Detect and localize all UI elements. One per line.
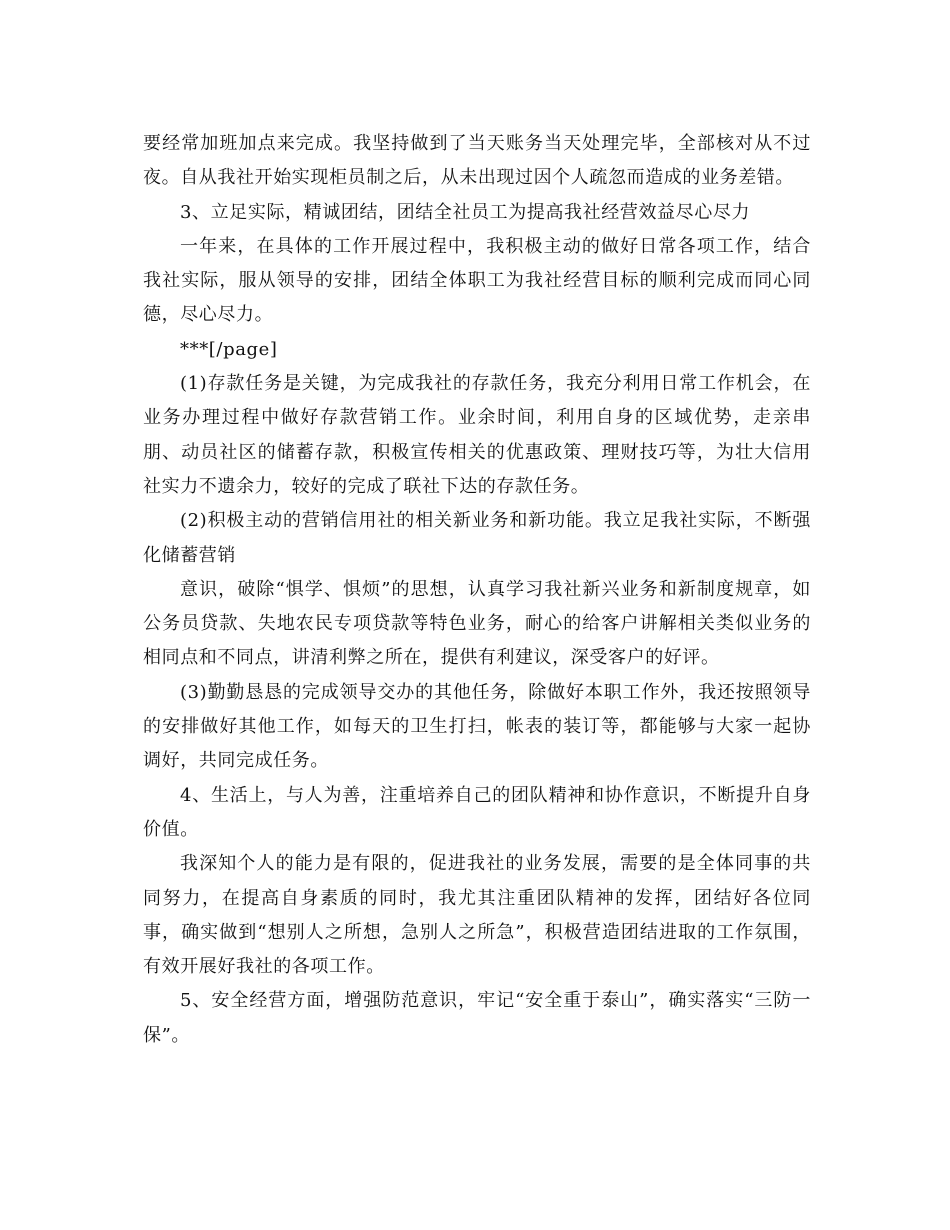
paragraph: 我深知个人的能力是有限的，促进我社的业务发展，需要的是全体同事的共同努力，在提高自身素质的同时，我尤其注重团队精神的发挥，团结好各位同事，确实做到“想别人之所想，急别人之所急”，积极营造团结进取的工作氛围，有效开展好我社的各项工作。	[143, 853, 811, 978]
paragraph-item-3: (3)勤勤恳恳的完成领导交办的其他任务，除做好本职工作外，我还按照领导的安排做好其他工作，如每天的卫生打扫，帐表的装订等，都能够与大家一起协调好，共同完成任务。	[143, 681, 811, 772]
paragraph-heading-5: 5、安全经营方面，增强防范意识，牢记“安全重于泰山”，确实落实“三防一保”。	[143, 990, 811, 1046]
paragraph-continuation: 要经常加班加点来完成。我坚持做到了当天账务当天处理完毕，全部核对从不过夜。自从我社开始实现柜员制之后，从未出现过因个人疏忽而造成的业务差错。	[143, 133, 811, 189]
document-body	[143, 127, 811, 1053]
page-marker: ***[/page]	[180, 338, 278, 360]
paragraph: 意识，破除“惧学、惧烦”的思想，认真学习我社新兴业务和新制度规章，如公务员贷款、失地农民专项贷款等特色业务，耐心的给客户讲解相关类似业务的相同点和不同点，讲清利弊之所在，提供有利建议，深受客户的好评。	[143, 578, 811, 669]
paragraph-heading-4: 4、生活上，与人为善，注重培养自己的团队精神和协作意识，不断提升自身价值。	[143, 784, 811, 840]
paragraph-heading-3: 3、立足实际，精诚团结，团结全社员工为提高我社经营效益尽心尽力	[180, 201, 751, 223]
paragraph: 一年来，在具体的工作开展过程中，我积极主动的做好日常各项工作，结合我社实际，服从领导的安排，团结全体职工为我社经营目标的顺利完成而同心同德，尽心尽力。	[143, 235, 811, 326]
paragraph-item-2: (2)积极主动的营销信用社的相关新业务和新功能。我立足我社实际，不断强化储蓄营销	[143, 510, 811, 566]
paragraph-item-1: (1)存款任务是关键，为完成我社的存款任务，我充分利用日常工作机会，在业务办理过程中做好存款营销工作。业余时间，利用自身的区域优势，走亲串朋、动员社区的储蓄存款，积极宣传相关的优惠政策、理财技巧等，为壮大信用社实力不遗余力，较好的完成了联社下达的存款任务。	[143, 373, 811, 497]
